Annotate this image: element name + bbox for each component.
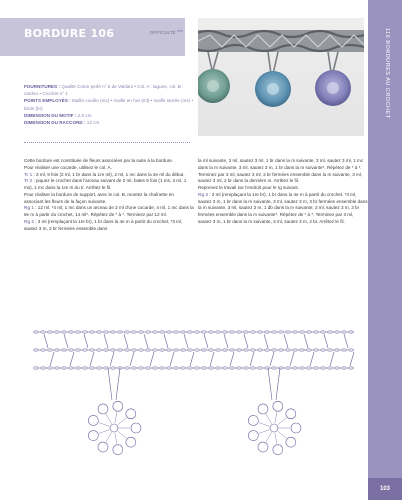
- treble-symbol: [70, 352, 74, 366]
- motif-size-value: 2,5 cm: [77, 112, 92, 118]
- round-1-instruction: [24, 172, 194, 179]
- flower-spoke-symbol: [266, 414, 272, 424]
- treble-symbol: [84, 334, 88, 348]
- flower-spoke-symbol: [278, 418, 286, 425]
- flower-petal-loop: [113, 445, 123, 455]
- motif-size-label: DIMENSION DU MOTIF :: [24, 112, 77, 118]
- flower-spoke-symbol: [106, 414, 112, 424]
- flower-petal-loop: [273, 445, 283, 455]
- flower-petal-loop: [258, 442, 268, 452]
- flower-motif-blue: [255, 71, 291, 107]
- flower-motif-green: [198, 69, 230, 103]
- treble-symbol: [264, 334, 268, 348]
- instructions-column-2: [198, 158, 368, 226]
- flower-spoke-symbol: [266, 432, 272, 442]
- supplies-line: [24, 83, 194, 97]
- flower-stem-symbol: [276, 368, 280, 400]
- pattern-title: BORDURE 106: [24, 27, 115, 40]
- crochet-border-image: [198, 18, 364, 136]
- treble-symbol: [184, 334, 188, 348]
- flower-petal-loop: [88, 431, 98, 441]
- treble-symbol: [124, 334, 128, 348]
- treble-symbol: [204, 334, 208, 348]
- treble-symbol: [350, 352, 354, 366]
- treble-symbol: [224, 334, 228, 348]
- flower-spoke-symbol: [278, 431, 286, 438]
- flower-spoke-symbol: [259, 430, 269, 434]
- supplies-label: FOURNITURES :: [24, 84, 60, 89]
- row-3-instruction: [198, 192, 368, 226]
- flower-motif-purple: [315, 70, 351, 106]
- difficulty-rating: [150, 30, 183, 36]
- pattern-info: [24, 83, 194, 126]
- border-intro: Pour réaliser la bordure de support, avec le col. B, montez la chaînette en associant les fleurs de la façon suivante.: [24, 191, 174, 204]
- stitches-line: [24, 97, 194, 111]
- row-text: : 3 ml (remplaçant la 1re br), 1 br dans la 4e m à partir du crochet, *3 ml, sautez 3 m, 1 br dans la m suivante, 3 ml, sautez 3 m, 3 br fermées ensemble dans la m suivante, 3 ml, sautez 3 m, 1 db dans la m suivante, 3 ml, sautez 3 m, 3 br fermées ensemble dans la m suivante*. Répétez de * à *. Terminez par 3 ml, sautez 3 m, 1 br dans la m suivante, 3 ml, sautez 3 m, 2 br. Arrêtez le fil.: [198, 191, 368, 224]
- treble-symbol: [244, 334, 248, 348]
- treble-symbol: [130, 352, 134, 366]
- flower-petal-loop: [88, 415, 98, 425]
- row-2-continued: la ml suivante, 3 ml, sautez 3 ml, 1 br dans la m suivante, 3 ml, sautez 3 ml, 1 mc dans la m suivante, 3 ml, sautez 3 m, 1 br dans la m suivante*. Répétez de * à *. Terminez par 3 ml, sautez 3 ml, 3 br fermées ensemble dans la m suivante, 3 ml, sautez 3 ml, 2 br dans la dernière m. Arrêtez le fil.: [198, 158, 364, 184]
- flower-spoke-symbol: [99, 423, 109, 427]
- repeat-size-line: [24, 119, 194, 126]
- flower-center-ring: [270, 424, 278, 432]
- flower-spoke-symbol: [115, 433, 117, 444]
- flower-spoke-symbol: [106, 432, 112, 442]
- round-text: : piquez le crochet dans l'arceau suivant de 2 ml, faites 9 fois (1 ms, 3 ml, 1 ms), 1 mc dans la 1re m du tr. Arrêtez le fil.: [24, 178, 187, 190]
- row-2-instruction: [24, 219, 194, 233]
- section-divider: [24, 142, 190, 143]
- flower-stem-symbol: [116, 368, 120, 400]
- motif-size-line: [24, 112, 194, 119]
- round-label: Tr 1: [24, 171, 33, 177]
- treble-symbol: [250, 352, 254, 366]
- treble-symbol: [164, 334, 168, 348]
- round-2-instruction: [24, 178, 194, 192]
- supplies-text: Qualité Coton perlé n° 8 de Valdani • Col. A : lagune, col. B : cardon • Crochet n° 1: [24, 84, 184, 97]
- flower-petal-loop: [286, 437, 296, 447]
- flower-petal-loop: [286, 409, 296, 419]
- turn-note: Reprenez le travail sur l'endroit pour le rg suivant.: [198, 185, 299, 190]
- flower-petal-loop: [273, 401, 283, 411]
- flower-petal-loop: [126, 437, 136, 447]
- flower-petal-loop: [291, 423, 301, 433]
- page-number: 103: [368, 478, 402, 500]
- treble-symbol: [310, 352, 314, 366]
- row-1-instruction: [24, 205, 194, 219]
- flower-spoke-symbol: [99, 430, 109, 434]
- flower-center-ring: [110, 424, 118, 432]
- lace-band: [198, 30, 364, 52]
- treble-symbol: [44, 334, 48, 348]
- treble-symbol: [230, 352, 234, 366]
- flower-stem-symbol: [108, 368, 112, 400]
- border-photo: [198, 18, 364, 136]
- chapter-title: 116 BORDURES AU CROCHET: [384, 28, 390, 119]
- flower-motif-charts: [88, 368, 301, 455]
- flower-stems: [208, 52, 338, 74]
- difficulty-stars: ***: [176, 30, 183, 36]
- row-label: Rg 2: [24, 218, 34, 224]
- difficulty-label: DIFFICULTÉ: [150, 30, 176, 35]
- flower-spoke-symbol: [275, 412, 277, 423]
- flower-petal-loop: [98, 442, 108, 452]
- flower-petal-loop: [113, 401, 123, 411]
- round-text: : 3 ml, 9 fois (2 ml, 1 br dans la 1re ml), 2 ml, 1 mc dans la 3e ml du début.: [33, 171, 185, 177]
- flower-spoke-symbol: [118, 418, 126, 425]
- row-text: : 3 ml (remplaçant la 1re br), 1 br dans la 4e m à partir du crochet, *3 ml, sautez 3 m, 3 br fermées ensemble dans: [24, 218, 183, 231]
- treble-symbol: [324, 334, 328, 348]
- flower-spoke-symbol: [275, 433, 277, 444]
- treble-symbol: [304, 334, 308, 348]
- flower-petal-loop: [98, 404, 108, 414]
- repeat-size-label: DIMENSION DU RACCORD :: [24, 120, 86, 126]
- border-rows: [34, 332, 354, 368]
- flower-color-note: Pour réaliser une cocarde, utilisez le col. A.: [24, 164, 112, 170]
- flower-spoke-symbol: [115, 412, 117, 423]
- flower-spoke-symbol: [259, 423, 269, 427]
- treble-symbol: [110, 352, 114, 366]
- flower-petal-loop: [131, 423, 141, 433]
- stitches-label: POINTS EMPLOYÉS :: [24, 98, 71, 104]
- intro-paragraph: Cette bordure est constituée de fleurs associées par la suite à la bordure.: [24, 158, 174, 163]
- row-text: : 12 ml, *4 ml, 1 mc dans un arceau de 2 ml d'une cocarde, 4 ml, 1 mc dans la 8e m à partir du crochet, 14 ml*. Répétez de * à *. Terminez par 12 ml.: [24, 205, 194, 217]
- treble-symbol: [90, 352, 94, 366]
- row-label: Rg 3: [198, 191, 208, 197]
- crochet-chart-diagram: [24, 320, 364, 470]
- round-label: Tr 2: [24, 178, 33, 184]
- treble-symbol: [290, 352, 294, 366]
- treble-symbol: [150, 352, 154, 366]
- instructions-column-1: [24, 158, 194, 232]
- treble-symbol: [144, 334, 148, 348]
- treble-symbol: [170, 352, 174, 366]
- repeat-size-value: 12 cm: [86, 120, 100, 126]
- treble-symbol: [210, 352, 214, 366]
- treble-symbol: [190, 352, 194, 366]
- flower-petal-loop: [248, 431, 258, 441]
- treble-symbol: [270, 352, 274, 366]
- flower-petal-loop: [248, 415, 258, 425]
- flower-petal-loop: [258, 404, 268, 414]
- row-label: Rg 1: [24, 205, 34, 211]
- stitches-text: Maille coulée (mc) • maille en l'air (ml) • maille serrée (ms) • bride (br): [24, 98, 194, 111]
- treble-symbol: [64, 334, 68, 348]
- treble-symbol: [330, 352, 334, 366]
- flower-petal-loop: [126, 409, 136, 419]
- treble-symbol: [284, 334, 288, 348]
- flower-spoke-symbol: [118, 431, 126, 438]
- treble-symbol: [344, 334, 348, 348]
- treble-symbol: [104, 334, 108, 348]
- flower-stem-symbol: [268, 368, 272, 400]
- treble-symbol: [50, 352, 54, 366]
